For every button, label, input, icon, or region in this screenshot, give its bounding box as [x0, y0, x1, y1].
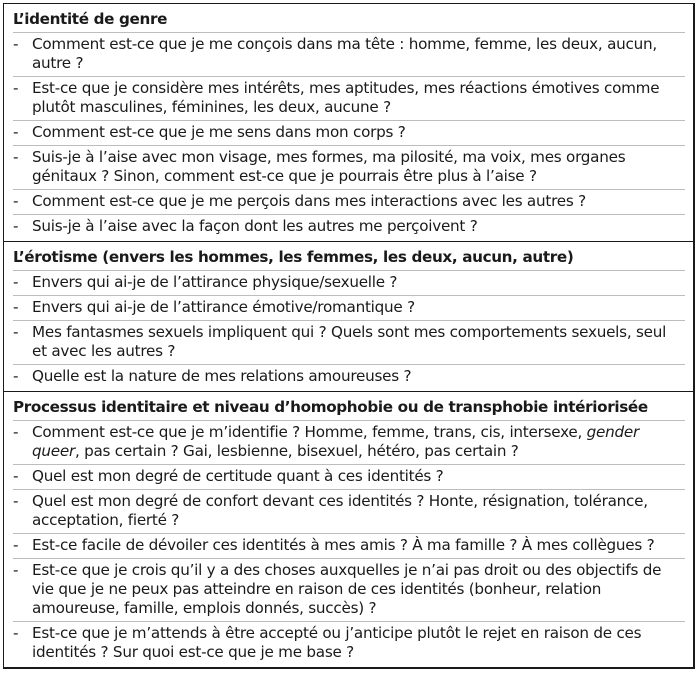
item-text: Suis-je à l’aise avec la façon dont les autres me perçoivent ? — [32, 217, 478, 235]
item-text: Mes fantasmes sexuels impliquent qui ? Quels sont mes comportements sexuels, seul et avec les autres ? — [32, 323, 667, 360]
dash-bullet: - — [13, 273, 19, 291]
list-item — [13, 145, 685, 189]
item-text-end: , pas certain ? Gai, lesbienne, bisexuel, hétéro, pas certain ? — [74, 442, 519, 460]
dash-bullet: - — [13, 367, 19, 385]
list-item — [13, 214, 685, 239]
item-text — [32, 423, 685, 461]
dash-bullet: - — [13, 624, 19, 642]
list-item — [13, 533, 685, 558]
dash-bullet: - — [13, 148, 19, 166]
list-item — [13, 120, 685, 145]
section-gender-identity — [4, 4, 693, 241]
dash-bullet: - — [13, 492, 19, 510]
dash-bullet: - — [13, 79, 19, 97]
questions-table — [3, 3, 695, 669]
item-text: Quelle est la nature de mes relations amoureuses ? — [32, 367, 412, 385]
section-eroticism — [4, 241, 693, 391]
section-title: Processus identitaire et niveau d’homophobie ou de transphobie intériorisée — [13, 398, 648, 416]
dash-bullet: - — [13, 467, 19, 485]
item-text-start: Comment est-ce que je m’identifie ? Homme, femme, trans, cis, intersexe, — [32, 423, 587, 441]
item-text: Est-ce que je crois qu’il y a des choses auxquelles je n’ai pas droit ou des objectifs de vie que je ne peux pas atteindre en raison de ces identités (bonheur, relation amoureuse, famille, emplois donnés, succès) ? — [32, 561, 662, 617]
section-title: L’érotisme (envers les hommes, les femmes, les deux, aucun, autre) — [13, 248, 574, 266]
list-item — [13, 558, 685, 621]
item-text: Comment est-ce que je me conçois dans ma tête : homme, femme, les deux, aucun, autre ? — [32, 35, 657, 72]
section-title: L’identité de genre — [13, 10, 168, 28]
item-text: Envers qui ai-je de l’attirance physique/sexuelle ? — [32, 273, 398, 291]
item-text: Suis-je à l’aise avec mon visage, mes formes, ma pilosité, ma voix, mes organes génitaux ? Sinon, comment est-ce que je pourrais être plus à l’aise ? — [32, 148, 626, 185]
list-item — [13, 489, 685, 533]
list-item — [13, 420, 685, 464]
dash-bullet: - — [13, 192, 19, 210]
dash-bullet: - — [13, 323, 19, 341]
list-item — [13, 189, 685, 214]
list-item — [13, 32, 685, 76]
item-text: Est-ce que je m’attends à être accepté ou j’anticipe plutôt le rejet en raison de ces identités ? Sur quoi est-ce que je me base ? — [32, 624, 642, 661]
item-text: Envers qui ai-je de l’attirance émotive/romantique ? — [32, 298, 415, 316]
item-text: Comment est-ce que je me sens dans mon corps ? — [32, 123, 406, 141]
item-text: Quel est mon degré de confort devant ces identités ? Honte, résignation, tolérance, acceptation, fierté ? — [32, 492, 648, 529]
list-item — [13, 270, 685, 295]
list-item — [13, 364, 685, 389]
list-item — [13, 464, 685, 489]
list-item — [13, 320, 685, 364]
list-item — [13, 295, 685, 320]
item-text-italic: gender queer — [32, 423, 639, 460]
dash-bullet: - — [13, 123, 19, 141]
dash-bullet: - — [13, 298, 19, 316]
dash-bullet: - — [13, 423, 19, 441]
list-item — [13, 621, 685, 665]
section-identity-process — [4, 391, 693, 667]
item-text: Est-ce facile de dévoiler ces identités à mes amis ? À ma famille ? À mes collègues ? — [32, 536, 655, 554]
item-text: Quel est mon degré de certitude quant à ces identités ? — [32, 467, 444, 485]
dash-bullet: - — [13, 35, 19, 53]
dash-bullet: - — [13, 217, 19, 235]
dash-bullet: - — [13, 536, 19, 554]
item-text: Comment est-ce que je me perçois dans mes interactions avec les autres ? — [32, 192, 586, 210]
list-item — [13, 76, 685, 120]
dash-bullet: - — [13, 561, 19, 579]
item-text: Est-ce que je considère mes intérêts, mes aptitudes, mes réactions émotives comme plutôt masculines, féminines, les deux, aucune ? — [32, 79, 660, 116]
